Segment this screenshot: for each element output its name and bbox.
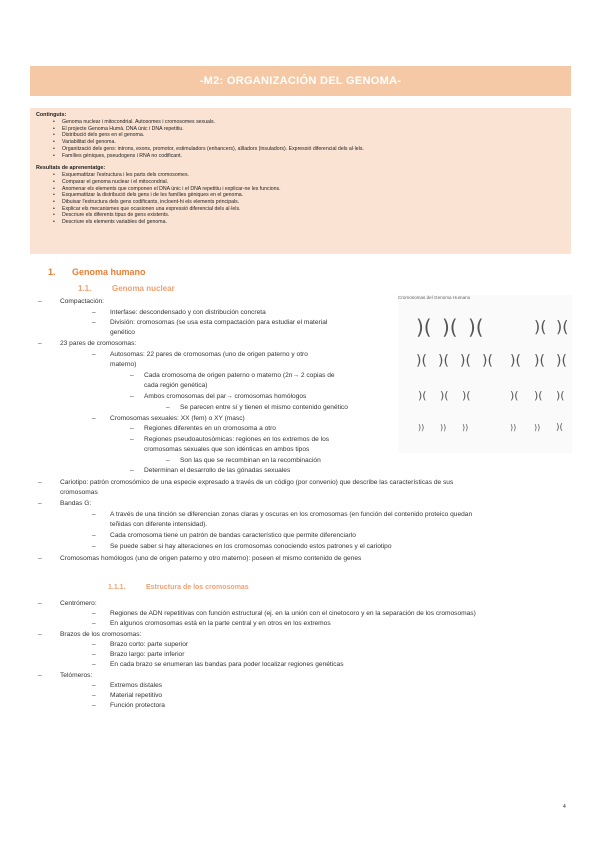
- dash-icon: –: [92, 620, 96, 627]
- dash-icon: –: [92, 641, 96, 648]
- bullet-text: Cromosomas sexuales: XX (fem) o XY (masc): [110, 415, 245, 422]
- bullet-text: Regiones de ADN repetitivas con función estructural (ej. en la unión con el cinetocoro y en la separación de los cromosomas): [110, 610, 476, 617]
- section-number: 1.: [48, 267, 56, 277]
- chromosome-icon: )): [462, 423, 469, 432]
- section-title: Estructura de los cromosomas: [146, 584, 249, 591]
- dash-icon: –: [166, 457, 170, 464]
- chromosome-icon: )(: [534, 389, 543, 402]
- list-item: • Explicar els mecanismes que ocasionen una expressió diferencial dels al·lels.: [36, 206, 565, 213]
- dash-icon: –: [130, 393, 134, 400]
- dash-icon: –: [92, 651, 96, 658]
- dash-icon: –: [92, 309, 96, 316]
- outcomes-list: [36, 172, 565, 226]
- chromosome-icon: )): [534, 423, 541, 432]
- list-item: • Famílies gèniques, pseudogens i RNA no codificant.: [36, 153, 565, 160]
- dash-icon: –: [130, 372, 134, 379]
- chromosome-icon: )(: [534, 317, 547, 336]
- page-number: 4: [563, 804, 566, 810]
- bullet-text: Extremos distales: [110, 682, 163, 689]
- bullet-text: cada región genética): [144, 382, 208, 389]
- page-title: -M2: ORGANIZACIÓN DEL GENOMA-: [199, 75, 402, 87]
- contents-heading: Continguts:: [36, 112, 67, 118]
- title-banner: [30, 66, 571, 96]
- section-heading-1-1: [78, 284, 175, 293]
- dash-icon: –: [92, 532, 96, 539]
- list-item: • Esquematitzar l'estructura i les parts dels cromosomes.: [36, 172, 565, 179]
- dash-icon: –: [92, 692, 96, 699]
- contents-list: [36, 119, 565, 159]
- chromosome-icon: )(: [440, 389, 449, 402]
- bullet-text: Compactación:: [60, 298, 104, 305]
- section-heading-1-1-1: [108, 584, 249, 591]
- dash-icon: –: [38, 672, 42, 679]
- karyotype-figure: [398, 295, 572, 453]
- bullet-text: Brazos de los cromosomas:: [60, 631, 142, 638]
- bullet-text: Telómeros:: [60, 672, 93, 679]
- dash-icon: –: [92, 661, 96, 668]
- chromosome-icon: )(: [556, 317, 569, 336]
- chromosome-icon: )(: [510, 353, 521, 369]
- chromosome-icon: )(: [442, 315, 458, 339]
- bullet-text: 23 pares de cromosomas:: [60, 340, 137, 347]
- bullet-text: En algunos cromosomas está en la parte central y en otros en los extremos: [110, 620, 331, 627]
- dash-icon: –: [92, 702, 96, 709]
- bullet-text: Se puede saber si hay alteraciones en los cromosomas conociendo estos patrones y el cariotipo: [110, 543, 392, 550]
- bullet-text: Se parecen entre sí y tienen el mismo contenido genético: [180, 404, 348, 411]
- bullet-text: Brazo largo: parte inferior: [110, 651, 185, 658]
- bullet-text: Regiones pseudoautosómicas: regiones en los extremos de los: [144, 436, 330, 443]
- bullet-text: División: cromosomas (se usa esta compactación para estudiar el material: [110, 319, 328, 326]
- dash-icon: –: [38, 500, 42, 507]
- chromosome-icon: )(: [556, 389, 565, 402]
- bullet-text: Cromosomas homólogos (uno de origen paterno y otro materno): poseen el mismo contenido de genes: [60, 555, 362, 562]
- list-item: • El projecte Genoma Humà. DNA únic i DNA repetitiu.: [36, 126, 565, 133]
- section-number: 1.1.: [78, 284, 92, 293]
- dash-icon: –: [38, 479, 42, 486]
- bullet-text: Determinan el desarrollo de las gónadas sexuales: [144, 467, 291, 474]
- dash-icon: –: [130, 436, 134, 443]
- chromosome-icon: )(: [468, 315, 484, 339]
- bullet-text: Interfase: descondensado y con distribución concreta: [110, 309, 266, 316]
- bullet-text: Ambos cromosomas del par→ cromosomas homólogos: [144, 393, 307, 400]
- bullet-text: En cada brazo se enumeran las bandas para poder localizar regiones genéticas: [110, 661, 344, 668]
- outcomes-heading: Resultats de aprenentatge:: [36, 165, 106, 172]
- bullet-text: teñidas con diferente intensidad).: [110, 521, 208, 528]
- figure-caption: Cromosomas del Genoma Humano: [398, 295, 471, 300]
- bullet-text: Cada cromosoma de origen paterno o materno (2n→ 2 copias de: [144, 372, 335, 379]
- bullet-text: Bandas G:: [60, 500, 92, 507]
- bullet-text: Autosomas: 22 pares de cromosomas (uno de origen paterno y otro: [110, 351, 308, 358]
- dash-icon: –: [38, 298, 42, 305]
- chromosome-icon: )(: [534, 353, 545, 369]
- bullet-text: Cada cromosoma tiene un patrón de bandas característico que permite diferenciarlo: [110, 532, 356, 539]
- list-item: • Organització dels gens: introns, exons, promotor, estimuladors (enhancers), aïlladors (insuladors). Expressió diferencial dels al·lels.: [36, 146, 565, 153]
- chromosome-icon: )): [510, 423, 517, 432]
- dash-icon: –: [92, 415, 96, 422]
- chromosome-icon: )(: [416, 353, 427, 369]
- bullet-text: Centrómero:: [60, 600, 97, 607]
- dash-icon: –: [92, 610, 96, 617]
- chromosome-icon: )(: [462, 389, 471, 402]
- dash-icon: –: [38, 600, 42, 607]
- dash-icon: –: [38, 340, 42, 347]
- chromosome-icon: )(: [438, 353, 449, 369]
- bullet-text: materno): [110, 361, 137, 368]
- dash-icon: –: [130, 425, 134, 432]
- bullet-text: Brazo corto: parte superior: [110, 641, 189, 648]
- list-item: • Descriure els elements variables del genoma.: [36, 219, 565, 226]
- bullet-text: Cariotipo: patrón cromosómico de una especie expresado a través de un código (por convenio) que describe las características de sus: [60, 479, 454, 486]
- section-title: Genoma humano: [72, 267, 146, 277]
- chromosome-icon: )): [418, 423, 425, 432]
- section-title: Genoma nuclear: [112, 284, 175, 293]
- bullet-text: Regiones diferentes en un cromosoma a otro: [144, 425, 276, 432]
- objectives-box: [30, 108, 571, 254]
- dash-icon: –: [92, 543, 96, 550]
- chromosome-icon: )(: [418, 389, 427, 402]
- list-item: • Anomenar els elements que componen el DNA únic i el DNA repetitiu i explicar-ne les funcions.: [36, 186, 565, 193]
- bullet-text: Material repetitivo: [110, 692, 163, 699]
- list-item: • Distribució dels gens en el genoma.: [36, 132, 565, 139]
- chromosome-icon: )): [440, 423, 447, 432]
- chromosome-icon: )(: [482, 353, 493, 369]
- section-heading-1: [48, 267, 146, 277]
- list-item: • Esquematitzar la distribució dels gens i de les famílies gèniques en el genoma.: [36, 192, 565, 199]
- dash-icon: –: [38, 631, 42, 638]
- list-item: • Variabilitat del genoma.: [36, 139, 565, 146]
- dash-icon: –: [130, 467, 134, 474]
- bullet-text: Son las que se recombinan en la recombinación: [180, 457, 321, 464]
- list-item: • Dibuixar l'estructura dels gens codificants, incloent-hi els elements principals.: [36, 199, 565, 206]
- bullet-text: A través de una tinción se diferencian zonas claras y oscuras en los cromosomas (en función del contenido proteico quedan: [110, 511, 473, 518]
- list-item: • Descriure els diferents tipus de gens existents.: [36, 212, 565, 219]
- section-number: 1.1.1.: [108, 584, 126, 591]
- dash-icon: –: [38, 555, 42, 562]
- list-item: • Comparar el genoma nuclear i el mitocondrial.: [36, 179, 565, 186]
- list-item: • Genoma nuclear i mitocondrial. Autosomes i cromosomes sexuals.: [36, 119, 565, 126]
- chromosome-icon: )(: [460, 353, 471, 369]
- dash-icon: –: [166, 404, 170, 411]
- dash-icon: –: [92, 319, 96, 326]
- bullet-text: cromosomas sexuales que son idénticas en ambos tipos: [144, 446, 310, 453]
- bullet-text: Función protectora: [110, 702, 165, 709]
- bullet-text: cromosomas: [60, 489, 98, 496]
- chromosome-icon: )(: [510, 389, 519, 402]
- chromosome-icon: )(: [556, 353, 567, 369]
- bullet-text: genético: [110, 329, 135, 336]
- chromosome-icon: )(: [416, 315, 432, 339]
- chromosome-icon: )(: [556, 423, 564, 433]
- dash-icon: –: [92, 351, 96, 358]
- dash-icon: –: [92, 682, 96, 689]
- dash-icon: –: [92, 511, 96, 518]
